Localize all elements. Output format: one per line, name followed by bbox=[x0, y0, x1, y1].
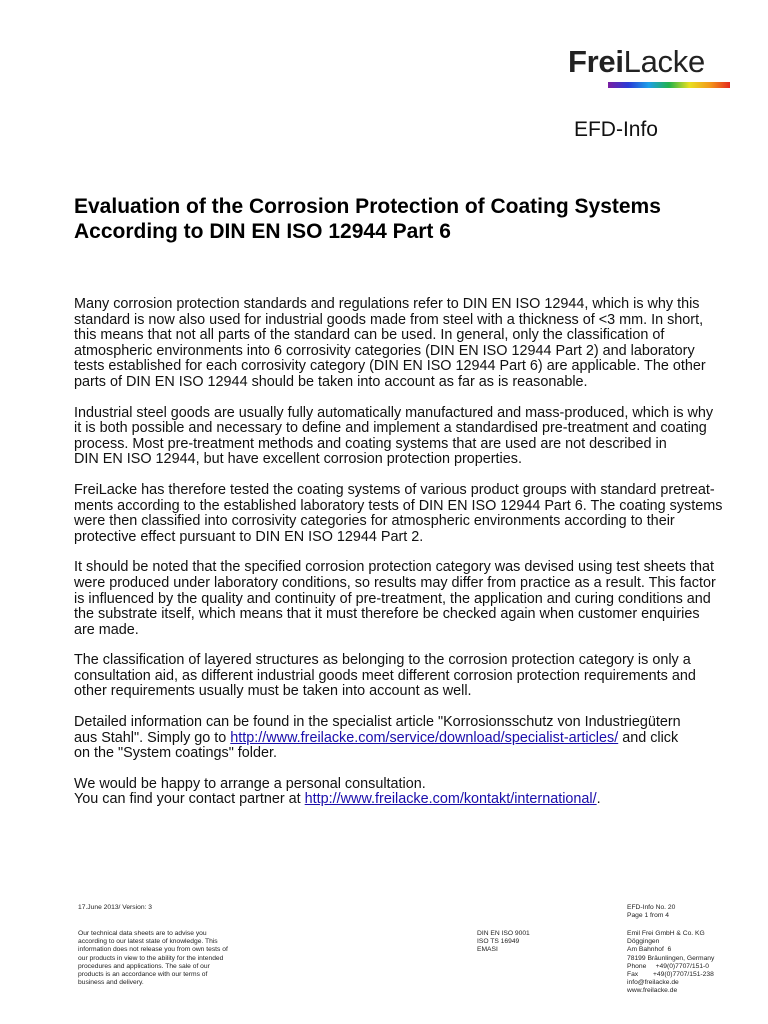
footer-date-version: 17.June 2013/ Version: 3 bbox=[78, 904, 152, 911]
document-title: Evaluation of the Corrosion Protection of Coating Systems According to DIN EN ISO 12944 Part 6 bbox=[74, 195, 661, 243]
contact-partner-text: You can find your contact partner at bbox=[74, 791, 305, 808]
paragraph-specialist-article-text: Detailed information can be found in the specialist article "Korrosionsschutz von Industriegütern aus Stahl". Simply go to bbox=[74, 714, 681, 746]
logo-wordmark bbox=[568, 44, 705, 80]
contact-partner-link[interactable]: http://www.freilacke.com/kontakt/international/ bbox=[304, 791, 597, 808]
specialist-articles-link[interactable]: http://www.freilacke.com/service/download/specialist-articles/ bbox=[230, 729, 619, 746]
paragraph-specialist-article-tail: and click on the "System coatings" folder. bbox=[74, 729, 679, 762]
contact-partner-tail: . bbox=[596, 791, 601, 808]
paragraph-laboratory-note: It should be noted that the specified corrosion protection category was devised using test sheets that were produced under laboratory conditions, so results may differ from practice as a result. This factor is influenced by the quality and continuity of pre-treatment, the application and curing conditions and the substrate itself, which means that it must therefore be checked again when customer enquiries are made. bbox=[74, 559, 716, 638]
paragraph-standards-intro: Many corrosion protection standards and regulations refer to DIN EN ISO 12944, which is why this standard is now also used for industrial goods made from steel with a thickness of <3 mm. In short, this means that not all parts of the standard can be used. In general, only the classification of atmospheric environments into 6 corrosivity categories (DIN EN ISO 12944 Part 2) and laboratory tests established for each corrosivity category (DIN EN ISO 12944 Part 6) are applicable. The other parts of DIN EN ISO 12944 should be taken into account as far as is reasonable. bbox=[74, 296, 706, 390]
paragraph-classification: The classification of layered structures as belonging to the corrosion protection category is only a consultation aid, as different industrial goods meet different corrosion protection requirements and other requirements usually must be taken into account as well. bbox=[74, 652, 696, 700]
logo-wordmark-light: Lacke bbox=[623, 44, 705, 79]
document-body bbox=[74, 297, 730, 823]
footer-disclaimer: Our technical data sheets are to advise you according to our latest state of knowledge. This information does not release you from own tests of our products in view to the ability for the intended procedures and applications. The sale of our products is an accordance with our terms of business and delivery. bbox=[78, 930, 228, 987]
freilacke-logo bbox=[568, 44, 730, 94]
document-type: EFD-Info bbox=[573, 118, 658, 141]
consultation-text: We would be happy to arrange a personal consultation. bbox=[74, 775, 426, 792]
logo-wordmark-bold: Frei bbox=[568, 44, 624, 79]
paragraph-consultation bbox=[74, 777, 730, 808]
paragraph-industrial-goods: Industrial steel goods are usually fully automatically manufactured and mass-produced, which is why it is both possible and necessary to define and implement a standardised pre-treatment and coating process. Most pre-treatment methods and coating systems that are used are not described in DIN EN ISO 12944, but have excellent corrosion protection properties. bbox=[74, 404, 714, 468]
footer-company-address: Emil Frei GmbH & Co. KG Döggingen Am Bahnhof 6 78199 Bräunlingen, Germany Phone +49(0)7707/151-0 Fax +49(0)7707/151-238 info@freilacke.de www.freilacke.de bbox=[627, 930, 715, 995]
paragraph-specialist-article bbox=[74, 715, 730, 762]
footer-info-number: EFD-Info No. 20 Page 1 from 4 bbox=[627, 904, 676, 920]
paragraph-testing: FreiLacke has therefore tested the coating systems of various product groups with standard pretreat- ments according to the established laboratory tests of DIN EN ISO 12944 Part 6. The coating systems were then classified into corrosivity categories for atmospheric environments according to their protective effect pursuant to DIN EN ISO 12944 Part 2. bbox=[74, 481, 723, 545]
footer-certifications: DIN EN ISO 9001 ISO TS 16949 EMASI bbox=[477, 930, 530, 954]
logo-color-bar bbox=[608, 82, 730, 88]
